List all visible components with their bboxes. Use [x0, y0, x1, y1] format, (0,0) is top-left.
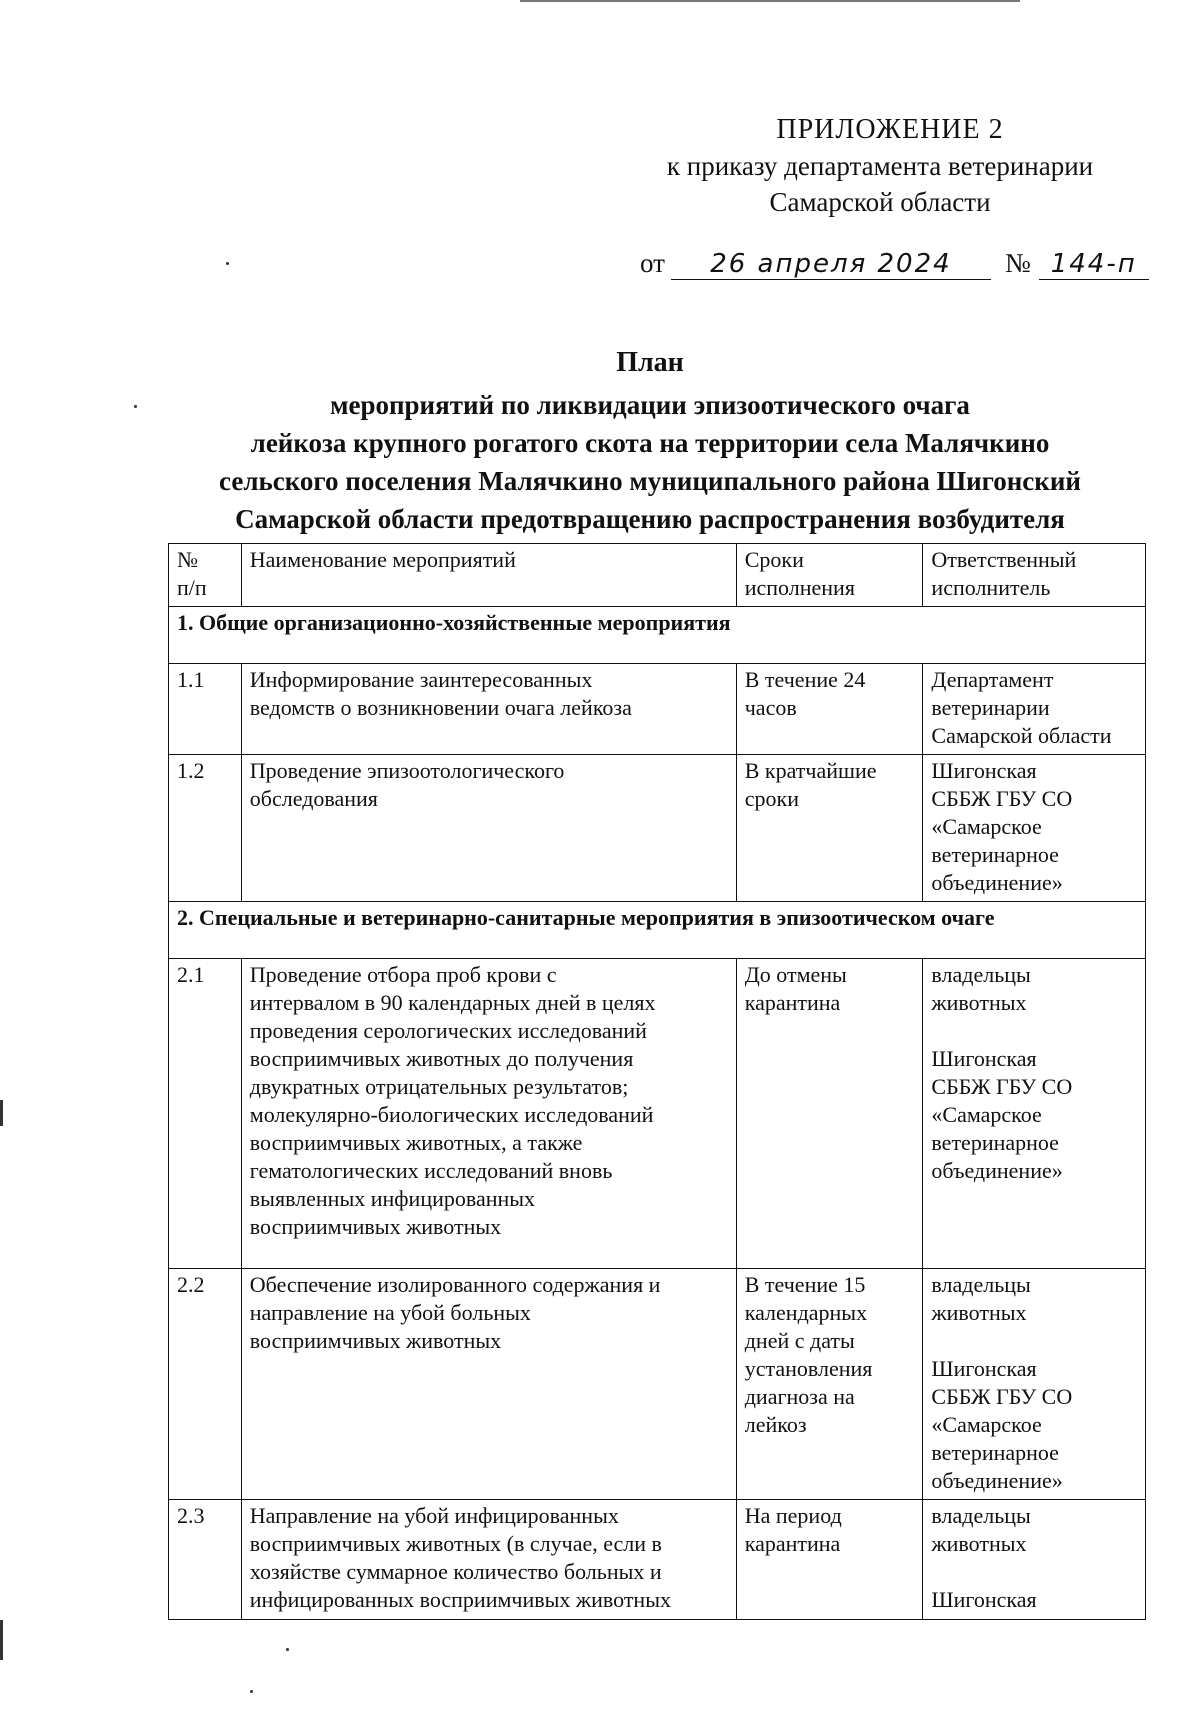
row-term: До отмены карантина — [736, 959, 923, 1269]
row-name: Проведение эпизоотологического обследования — [241, 755, 736, 902]
row-name: Направление на убой инфицированных восприимчивых животных (в случае, если в хозяйстве суммарное количество больных и инфицированных восприимчивых животных — [241, 1500, 736, 1620]
appendix-header — [600, 112, 1160, 220]
appendix-line-1: к приказу департамента ветеринарии — [666, 151, 1094, 181]
row-name: Проведение отбора проб крови с интервалом в 90 календарных дней в целях проведения серологических исследований восприимчивых животных до получения двукратных отрицательных результатов; молекулярно-биологических исследований восприимчивых животных, а также гематологических исследований вновь выявленных инфицированных восприимчивых животных — [241, 959, 736, 1269]
scan-speck — [134, 405, 137, 408]
row-num: 2.2 — [169, 1269, 242, 1500]
row-term: В течение 24 часов — [736, 664, 923, 755]
date-prefix: от — [640, 248, 665, 278]
row-name: Обеспечение изолированного содержания и направление на убой больных восприимчивых животных — [241, 1269, 736, 1500]
row-responsible: Департамент ветеринарии Самарской области — [923, 664, 1146, 755]
row-name: Информирование заинтересованных ведомств о возникновении очага лейкоза — [241, 664, 736, 755]
table-row — [169, 755, 1146, 902]
row-num: 1.2 — [169, 755, 242, 902]
number-prefix: № — [1004, 248, 1031, 278]
scan-artifact-left-1 — [0, 1100, 3, 1126]
section-row-2 — [169, 902, 1146, 959]
document-title — [150, 344, 1150, 538]
measures-table — [168, 543, 1146, 1620]
table-row — [169, 1500, 1146, 1620]
handwritten-number: 144-п — [1039, 249, 1149, 280]
appendix-label: ПРИЛОЖЕНИЕ 2 — [776, 114, 1004, 145]
row-term: В кратчайшие сроки — [736, 755, 923, 902]
row-responsible: владельцы животных Шигонская СББЖ ГБУ СО «Самарское ветеринарное объединение» — [923, 1269, 1146, 1500]
row-term: В течение 15 календарных дней с даты установления диагноза на лейкоз — [736, 1269, 923, 1500]
row-responsible: владельцы животных Шигонская — [923, 1500, 1146, 1620]
row-num: 2.1 — [169, 959, 242, 1269]
scan-speck — [286, 1648, 289, 1651]
scan-speck — [250, 1690, 253, 1693]
scan-edge-line — [520, 0, 1020, 2]
row-term: На период карантина — [736, 1500, 923, 1620]
row-responsible: владельцы животных Шигонская СББЖ ГБУ СО «Самарское ветеринарное объединение» — [923, 959, 1146, 1269]
title-line-3: сельского поселения Малячкино муниципального района Шигонский — [219, 466, 1081, 496]
header-responsible: Ответственный исполнитель — [923, 544, 1146, 607]
table-row — [169, 959, 1146, 1269]
order-date-number — [640, 248, 1149, 280]
row-num: 2.3 — [169, 1500, 242, 1620]
title-line-1: мероприятий по ликвидации эпизоотического очага — [330, 390, 970, 420]
table-header-row — [169, 544, 1146, 607]
row-num: 1.1 — [169, 664, 242, 755]
handwritten-date: 26 апреля 2024 — [671, 249, 991, 280]
section-row-1 — [169, 607, 1146, 664]
title-line-2: лейкоза крупного рогатого скота на территории села Малячкино — [250, 428, 1050, 458]
section-title-2: 2. Специальные и ветеринарно-санитарные мероприятия в эпизоотическом очаге — [169, 902, 1146, 959]
title-line-4: Самарской области предотвращению распространения возбудителя — [235, 504, 1065, 534]
title-plan: План — [616, 347, 684, 378]
scan-artifact-left-2 — [0, 1620, 3, 1660]
header-term: Сроки исполнения — [736, 544, 923, 607]
appendix-line-2: Самарской области — [769, 187, 991, 217]
row-responsible: Шигонская СББЖ ГБУ СО «Самарское ветеринарное объединение» — [923, 755, 1146, 902]
table-row — [169, 1269, 1146, 1500]
section-title-1: 1. Общие организационно-хозяйственные мероприятия — [169, 607, 1146, 664]
scan-speck — [226, 262, 229, 265]
header-name: Наименование мероприятий — [241, 544, 736, 607]
table-row — [169, 664, 1146, 755]
header-num: № п/п — [169, 544, 242, 607]
